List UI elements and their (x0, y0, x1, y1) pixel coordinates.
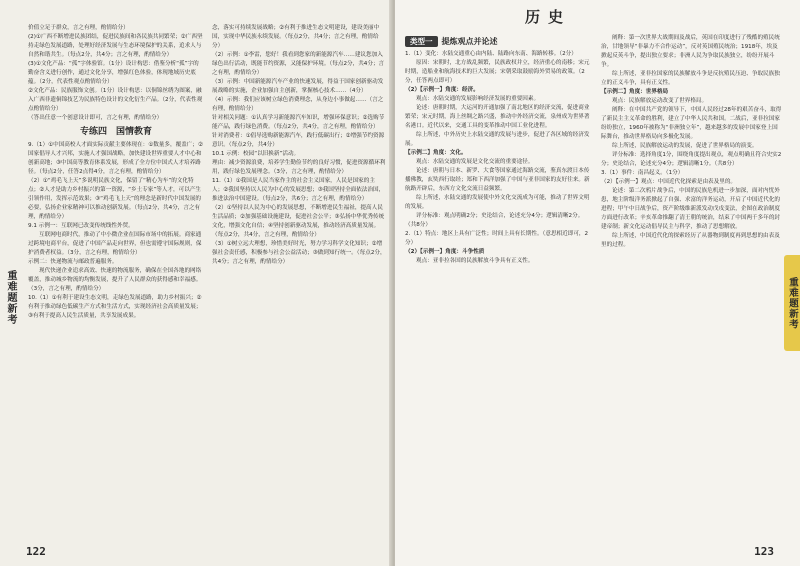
answer-paragraph: 价值立足于群众，言之有理，酌情给分） (28, 25, 129, 31)
answer-paragraph: 针对相关问题：①认真学习新能源汽车知识，增强环保意识；②选购节能产品，践行绿色消费。（每点2分，共4分，言之有理，酌情给分） (212, 115, 385, 130)
answer-paragraph: 观点：水陆交通的发展是文化交流的重要途径。 (416, 159, 534, 165)
right-page-number: 123 (754, 545, 774, 558)
example-heading: （2）【示例一】角度：斗争性质 (405, 249, 485, 255)
answer-paragraph: （2）示例：①李雷，您好！我看到您家的新能源汽车……建议您加入绿色出行活动，既能节约资源，又能保护环境。（每点2分，共4分；言之有理，酌情给分） (212, 52, 385, 76)
answer-paragraph: （答出任意一个创意设计即可，言之有理，酌情给分） (28, 115, 163, 121)
right-side-label: 重难题新考 (784, 255, 800, 351)
answer-paragraph: 9.1 示例一：互联网已改变传统线性外贸。 (28, 223, 134, 229)
left-column-1 (28, 24, 204, 532)
answer-paragraph: 9.（1）①中国高校人才面实际贡献主要体现在：①数量多，覆盖广；②国家倡导人才兴邦，实施人才强国战略，加快建设世界重要人才中心和创新高地；③中国高等教育体系发展，形成了全方位中国式人才培养路径。（每点2分，任答2点得4分，言之有理，酌情给分） (28, 142, 203, 175)
answer-paragraph: 理由：减少资源浪费，培养学生勤俭节约的良好习惯，促进资源循环利用，践行绿色发展理念。（3分，言之有理，酌情给分） (212, 160, 386, 175)
answer-paragraph: (2)①广西不断增进民族团结，促进民族间和各民族共同繁荣；②广西坚持走绿色发展道路，处理好经济发展与生态环境保护的关系，追求人与自然和谐共生。（每点2分，共4分；言之有理，酌情给分） (28, 34, 203, 58)
answer-paragraph: （3）示例：中国新能源汽车产业的快速发展，得益于国家创新驱动发展战略的实施，企业加强自主创新，掌握核心技术……（4分） (212, 79, 384, 94)
answer-paragraph: 论述：唐朝时期，大运河的开通加强了南北地区的经济交流，促进商业繁荣；宋元时期，海上丝绸之路兴盛，推动中外经济交流，泉州成为世界著名港口。近代以来，交通工具的变革推动中国工业化进程。 (405, 105, 590, 129)
answer-paragraph: 念，落实可持续发展战略；②有利于推进生态文明建设，建设美丽中国，实现中华民族永续发展。（每点2分，共4分；言之有理，酌情给分） (212, 25, 380, 49)
section-title: 专练四 国情教育 (79, 127, 152, 137)
left-page (0, 0, 393, 566)
right-page (395, 0, 800, 566)
subject-title: 历史 (525, 8, 572, 26)
right-column-2 (601, 34, 783, 532)
answer-paragraph: (3)①文化产品：“孤”字体验馆。（1分）设计构思：借鉴分析“孤”字的勤奋含义进行创作，通过文化分享，增强红色体验，体现地域历史底蕴。（2分，代表性观点酌情给分） (28, 61, 199, 85)
left-side-label: 重难题新考 (5, 270, 16, 325)
answer-paragraph: 示例二：快递物流与邮政普遍服务。 (28, 259, 118, 265)
answer-paragraph: （2）①坚持以人民为中心的发展思想，不断增进民生福祉，提高人民生活品质；②加强基础设施建设，促进社会公平；③弘扬中华优秀传统文化，增强文化自信；④坚持创新驱动发展，推动经济高质量发展。（每点2分，共4分，言之有理，酌情给分） (212, 205, 385, 238)
example-heading: 【示例二】角度：文化。 (405, 150, 467, 156)
answer-paragraph: 互联网电商时代，推动了中小微企业在国际市场中的拓展。商家通过跨境电商平台，促进了中国产品走向世界，但也需遵守国际规则，保护消费者权益。（3分，言之有理，酌情给分） (28, 232, 202, 256)
answer-paragraph: 综上所述，水陆交通的发展使中外文化交流成为可能，推动了世界文明的发展。 (405, 195, 590, 210)
answer-paragraph: 11.（1）①我国是人民当家作主的社会主义国家，人民是国家的主人；②我国坚持以人民为中心的发展思想；③我国坚持全面依法治国，推进法治中国建设。（每点2分，共6分；言之有理，酌情给分） (212, 178, 385, 202)
answer-paragraph: 10.1 示例：校园“以旧换新”活动。 (212, 151, 300, 157)
answer-paragraph: 原因：宋朝时，北方战乱频繁，民族政权并立，经济重心的南移；宋元时期，造船业和航海技术的巨大发展；宋朝采取鼓励海外贸易的政策。（2分，任答两点即可） (405, 60, 590, 84)
left-column-2 (212, 24, 386, 532)
example-heading: 【示例二】角度：世界格局 (601, 89, 669, 95)
answer-paragraph: 评分标准：观点明确2分；史论结合，论述充分4分；逻辑清晰2分。（共8分） (405, 213, 584, 228)
answer-paragraph: 阐释：第一次世界大战期间及战后，英国在印度进行了残酷的殖民统治，甘地领导“非暴力不合作运动”，反对英国殖民统治；1918年，埃及掀起反英斗争，提出独立要求；非洲人民为争取民族独立，纷纷开展斗争。 (601, 35, 780, 68)
answer-paragraph: 10.（1）①有利于建设生态文明，走绿色发展道路，助力乡村振兴；②有利于推动绿色低碳生产方式和生活方式，实现经济社会高质量发展；③有利于提高人民生活质量，共享发展成果。 (28, 295, 202, 319)
answer-paragraph: ②文化产品：民族服饰文创。（1分）设计构思：以侗锦丝绣为图案，融入广西非遗侗锦技艺为民族特色设计的文化衍生产品。（2分，代表性观点酌情给分） (28, 88, 203, 112)
answer-paragraph: 观点：亚非拉各国的民族解放斗争具有正义性。 (416, 258, 534, 264)
answer-paragraph: （4）示例：我们应该树立绿色消费理念，从身边小事做起……（言之有理，酌情给分） (212, 97, 384, 112)
type-badge: 类型一 (405, 36, 438, 47)
right-column-1 (405, 34, 591, 532)
answer-paragraph: 1.（1）变化：水陆交通重心由内陆、陆路向东南、海路转移。（2分） (405, 51, 577, 57)
type-title: 提炼观点并论述 (441, 37, 498, 46)
answer-paragraph: （3）①树立远大理想，珍惜美好时光，努力学习科学文化知识；②增强社会责任感，积极参与社会公益活动；③做到知行统一。（每点2分，共4分；言之有理，酌情给分） (212, 241, 386, 265)
answer-paragraph: 综上所述，中外历史上水陆交通的发展与进步，促进了各区域的经济发展。 (405, 132, 590, 147)
answer-paragraph: （2）①“鸡毛飞上天”多说明民族文化，保留了“精心为车”的文化特点；②人才是助力乡村振兴的第一资源，“乡土专家”等人才，可以产生引领作用，发挥示范效果；③“鸡毛飞上天”的理念是新时代中国发展的必要，弘扬企业家精神可以推动创新发展。（每点2分，共4分，言之有理，酌情给分） (28, 178, 202, 220)
answer-paragraph: 观点：民族解放运动改变了世界格局。 (612, 98, 708, 104)
answer-paragraph: 综上所述，民族解放运动的发展，促进了世界格局的演变。 (612, 143, 758, 149)
answer-paragraph: 论述：第二次鸦片战争后，中国的民族危机进一步加深，面对内忧外患，地主阶级洋务派掀起了自强、求富的洋务运动，开启了中国近代化的进程；甲午中日战争后，资产阶级维新派发动戊戌变法，企图在政治制度方面进行改革；辛亥革命推翻了清王朝的统治，结束了中国两千多年的封建帝制；新文化运动倡导民主与科学，推动了思想解放。 (601, 188, 781, 230)
answer-paragraph: 3.（1）事件：南昌起义。（1分） (601, 170, 684, 176)
example-heading: （2）【示例一】角度：经济。 (405, 87, 479, 93)
answer-paragraph: 综上所述，中国近代化的探索经历了从器物到制度再到思想的由表及里的过程。 (601, 233, 780, 248)
answer-paragraph: 评分标准：选择角度1分，围绕角度提出观点，观点明确且符合史实2分；史论结合，论述充分4分；逻辑清晰1分。（共8分） (601, 152, 782, 167)
answer-paragraph: 针对消费者：①倡导选购新能源汽车，践行低碳出行；②增强节约资源意识。（每点2分，共4分） (212, 133, 385, 148)
answer-paragraph: （2）【示例一】观点：中国近代化探索是由表及里的。 (601, 179, 737, 185)
answer-paragraph: 2.（1）特点：地区上具有广泛性；时间上具有长期性。（意思相近即可，2分） (405, 231, 589, 246)
answer-paragraph: 现代快递企业追求高效、快速的物流服务，确保在全国各地的网络覆盖，推动城乡物流的均衡发展，提升了人民群众的获得感和幸福感。（3分，言之有理，酌情给分） (28, 268, 202, 292)
answer-paragraph: 观点：水陆交通的发展影响经济发展的重要因素。 (416, 96, 540, 102)
answer-paragraph: 阐释：在中国共产党的领导下，中国人民经过28年的艰苦奋斗，取得了新民主主义革命的胜利，建立了中华人民共和国。二战后，亚非拉国家纷纷独立，1960年被称为“非洲独立年”，越来越多的发展中国家登上国际舞台，推动世界格局向多极化发展。 (601, 107, 782, 140)
answer-paragraph: 论述：唐朝与日本、新罗、大食等国家通过海路交流，鉴真东渡日本传播佛教，玄奘西行取经；郑和下西洋加强了中国与亚非国家的友好往来。新航路开辟后，东西方文化交流日益频繁。 (405, 168, 590, 192)
left-page-number: 122 (26, 545, 46, 558)
answer-paragraph: 综上所述，亚非拉国家的民族解放斗争是反抗殖民压迫、争取民族独立的正义斗争，具有正义性。 (601, 71, 780, 86)
type-heading (405, 36, 591, 47)
